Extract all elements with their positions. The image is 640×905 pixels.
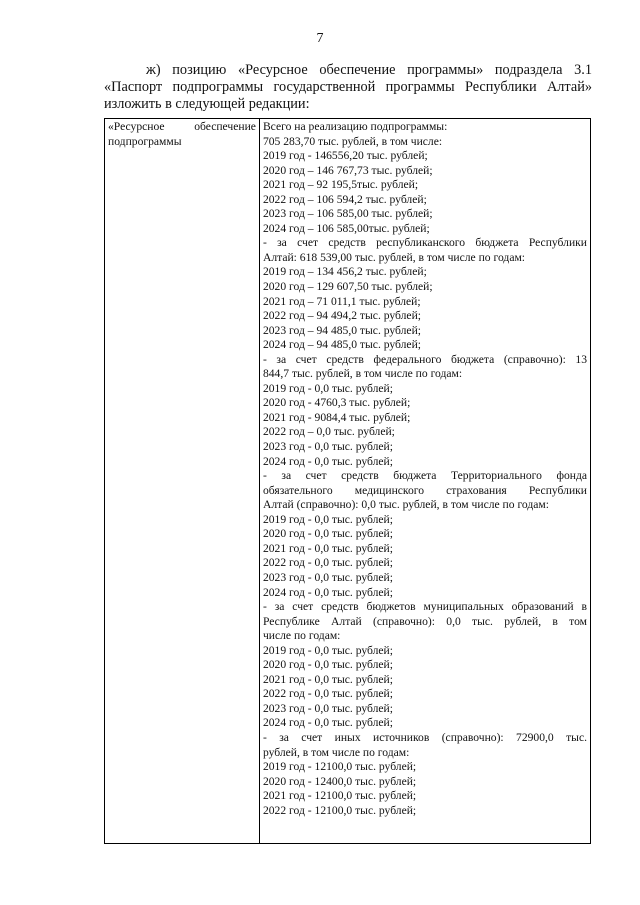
value-line: 2024 год - 0,0 тыс. рублей;	[262, 585, 393, 599]
value-line: 2019 год – 134 456,2 тыс. рублей;	[262, 265, 427, 279]
intro-line: «Паспорт подпрограммы государственной программы Республики Алтай»	[104, 79, 592, 95]
value-line: 2024 год – 106 585,00тыс. рублей;	[262, 221, 430, 235]
value-line: 2020 год – 146 767,73 тыс. рублей;	[262, 163, 433, 177]
value-line: 2021 год - 0,0 тыс. рублей;	[262, 541, 393, 555]
table-row	[105, 119, 591, 844]
value-line: Алтай (справочно): 0,0 тыс. рублей, в том числе по годам:	[262, 498, 549, 512]
value-line: 2020 год - 0,0 тыс. рублей;	[262, 658, 393, 672]
value-line: 2023 год – 106 585,00 тыс. рублей;	[262, 207, 433, 221]
value-line: 2020 год - 0,0 тыс. рублей;	[262, 527, 393, 541]
value-line: 2023 год - 0,0 тыс. рублей;	[262, 440, 393, 454]
value-line: 2021 год - 0,0 тыс. рублей;	[262, 672, 393, 686]
label-cell	[105, 119, 260, 844]
value-line: 2020 год - 4760,3 тыс. рублей;	[262, 396, 411, 410]
value-line: 2023 год – 94 485,0 тыс. рублей;	[262, 323, 421, 337]
value-line: обязательного медицинского страхования Республики	[262, 483, 587, 497]
value-line: 2021 год - 12100,0 тыс. рублей;	[262, 789, 417, 803]
value-line: 2022 год - 0,0 тыс. рублей;	[262, 556, 393, 570]
value-line: 2023 год - 0,0 тыс. рублей;	[262, 701, 393, 715]
value-line: Республике Алтай (справочно): 0,0 тыс. рублей, в том	[262, 614, 587, 628]
value-line: - за счет средств республиканского бюджета Республики	[262, 236, 587, 250]
value-line: 2024 год - 0,0 тыс. рублей;	[262, 716, 393, 730]
value-line: 2020 год – 129 607,50 тыс. рублей;	[262, 280, 433, 294]
value-line: 2021 год – 92 195,5тыс. рублей;	[262, 178, 419, 192]
value-line: 2021 год - 9084,4 тыс. рублей;	[262, 410, 411, 424]
intro-line: изложить в следующей редакции:	[104, 96, 310, 112]
value-line: - за счет иных источников (справочно): 72900,0 тыс.	[262, 730, 587, 744]
value-line: 705 283,70 тыс. рублей, в том числе:	[262, 134, 443, 148]
label-line: «Ресурсное обеспечение	[108, 120, 256, 133]
value-line: Всего на реализацию подпрограммы:	[262, 120, 448, 133]
value-line: 2022 год – 106 594,2 тыс. рублей;	[262, 192, 427, 206]
value-line: - за счет средств бюджетов муниципальных образований в	[262, 600, 587, 614]
value-line: 844,7 тыс. рублей, в том числе по годам:	[262, 367, 463, 381]
value-cell	[259, 119, 590, 844]
value-line: 2022 год - 0,0 тыс. рублей;	[262, 687, 393, 701]
value-line: 2019 год - 0,0 тыс. рублей;	[262, 512, 393, 526]
value-line: 2024 год – 94 485,0 тыс. рублей;	[262, 338, 421, 352]
value-line: числе по годам:	[262, 629, 341, 643]
value-line: 2020 год - 12400,0 тыс. рублей;	[262, 774, 417, 788]
value-line: - за счет средств бюджета Территориального фонда	[262, 469, 587, 483]
value-line: 2019 год - 0,0 тыс. рублей;	[262, 643, 393, 657]
value-line: 2022 год – 94 494,2 тыс. рублей;	[262, 309, 421, 323]
value-line: Алтай: 618 539,00 тыс. рублей, в том числе по годам:	[262, 250, 526, 264]
value-line: 2019 год - 0,0 тыс. рублей;	[262, 381, 393, 395]
label-line: подпрограммы	[108, 134, 182, 148]
value-line: - за счет средств федерального бюджета (справочно): 13	[262, 352, 587, 366]
value-line: 2019 год - 146556,20 тыс. рублей;	[262, 149, 428, 163]
resource-table	[104, 118, 591, 844]
value-line: 2023 год - 0,0 тыс. рублей;	[262, 570, 393, 584]
value-line: 2019 год - 12100,0 тыс. рублей;	[262, 760, 417, 774]
value-line: 2022 год - 12100,0 тыс. рублей;	[262, 803, 417, 817]
value-line: рублей, в том числе по годам:	[262, 745, 410, 759]
value-line: 2022 год – 0,0 тыс. рублей;	[262, 425, 395, 439]
value-line: 2024 год - 0,0 тыс. рублей;	[262, 454, 393, 468]
value-line: 2021 год – 71 011,1 тыс. рублей;	[262, 294, 421, 308]
intro-paragraph	[104, 62, 592, 113]
page-number: 7	[316, 31, 324, 46]
intro-line: ж) позицию «Ресурсное обеспечение программы» подраздела 3.1	[146, 62, 592, 78]
